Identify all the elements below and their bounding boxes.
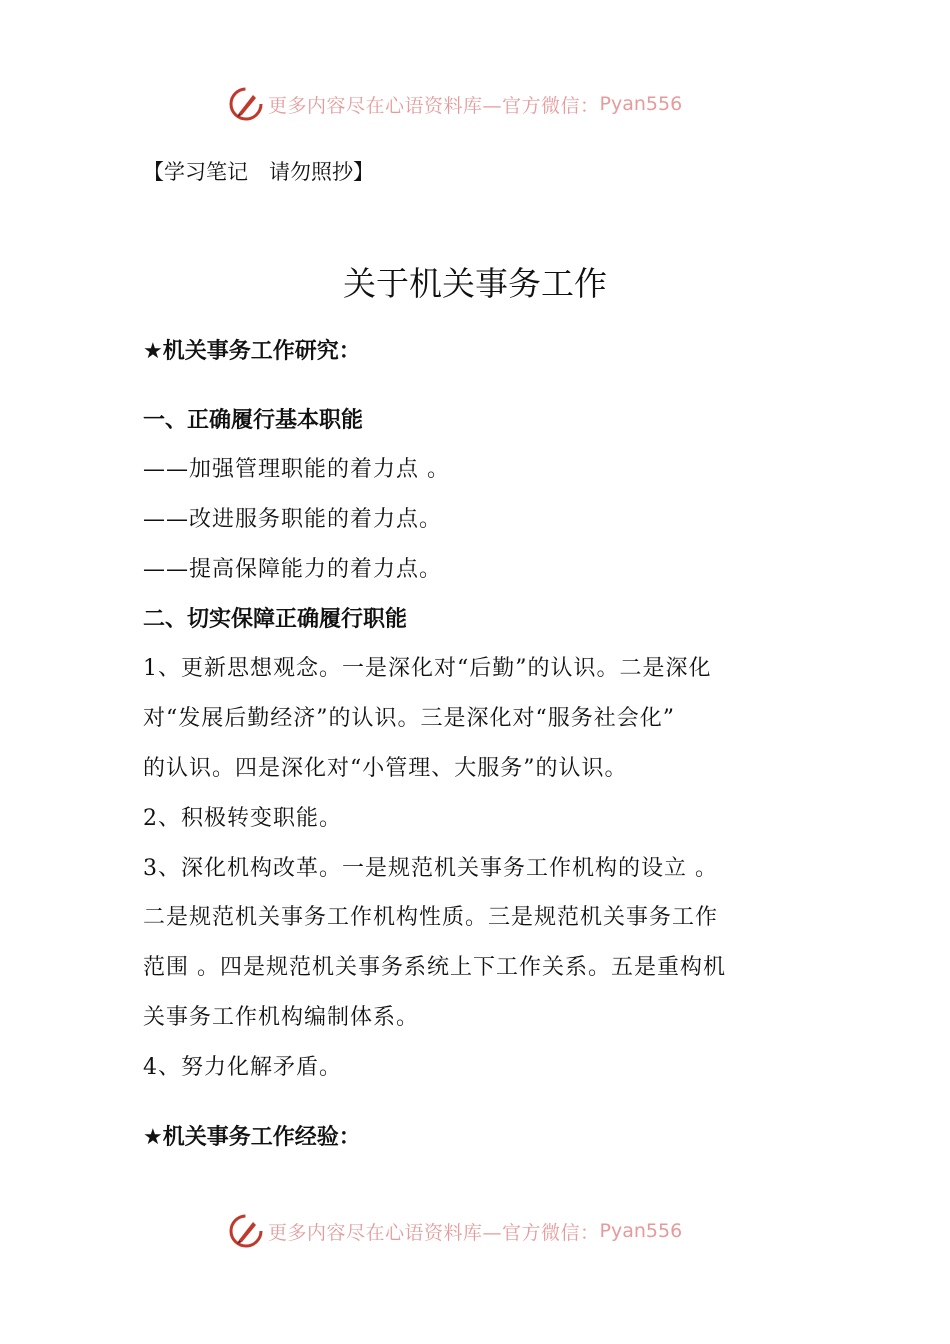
section-heading-experience: ★机关事务工作经验： [143,1125,361,1150]
section-heading-research: ★机关事务工作研究： [143,339,361,364]
footer-banner [228,1211,748,1251]
paragraph-line: 4、努力化解矛盾。 [143,1055,342,1080]
part-heading-2: 二、切实保障正确履行职能 [143,607,408,632]
paragraph-line: 3、深化机构改革。一是规范机关事务工作机构的设立 。 [143,856,718,881]
list-item: ——提高保障能力的着力点。 [143,557,443,582]
paragraph-line: 1、更新思想观念。一是深化对“后勤”的认识。二是深化 [143,656,712,681]
paragraph-line: 范围 。四是规范机关事务系统上下工作关系。五是重构机 [143,955,726,980]
list-item: ——改进服务职能的着力点。 [143,507,443,532]
list-item: ——加强管理职能的着力点 。 [143,457,450,482]
header-banner [228,84,748,124]
page-title: 关于机关事务工作 [343,264,607,303]
pen-nib-logo-icon [228,1213,264,1249]
paragraph-line: 二是规范机关事务工作机构性质。三是规范机关事务工作 [143,905,719,930]
pen-nib-logo-icon [228,86,264,122]
banner-text: 更多内容尽在心语资料库—官方微信： [268,1221,600,1244]
banner-account: Pyan556 [599,93,683,115]
paragraph-line: 对“发展后勤经济”的认识。三是深化对“服务社会化” [143,706,675,731]
paragraph-line: 的认识。四是深化对“小管理、大服务”的认识。 [143,756,628,781]
paragraph-line: 关事务工作机构编制体系。 [143,1005,420,1030]
study-note-label: 【学习笔记 请勿照抄】 [143,160,374,184]
paragraph-line: 2、积极转变职能。 [143,806,342,831]
part-heading-1: 一、正确履行基本职能 [143,408,364,433]
banner-text: 更多内容尽在心语资料库—官方微信： [268,94,600,117]
banner-account: Pyan556 [599,1220,683,1242]
